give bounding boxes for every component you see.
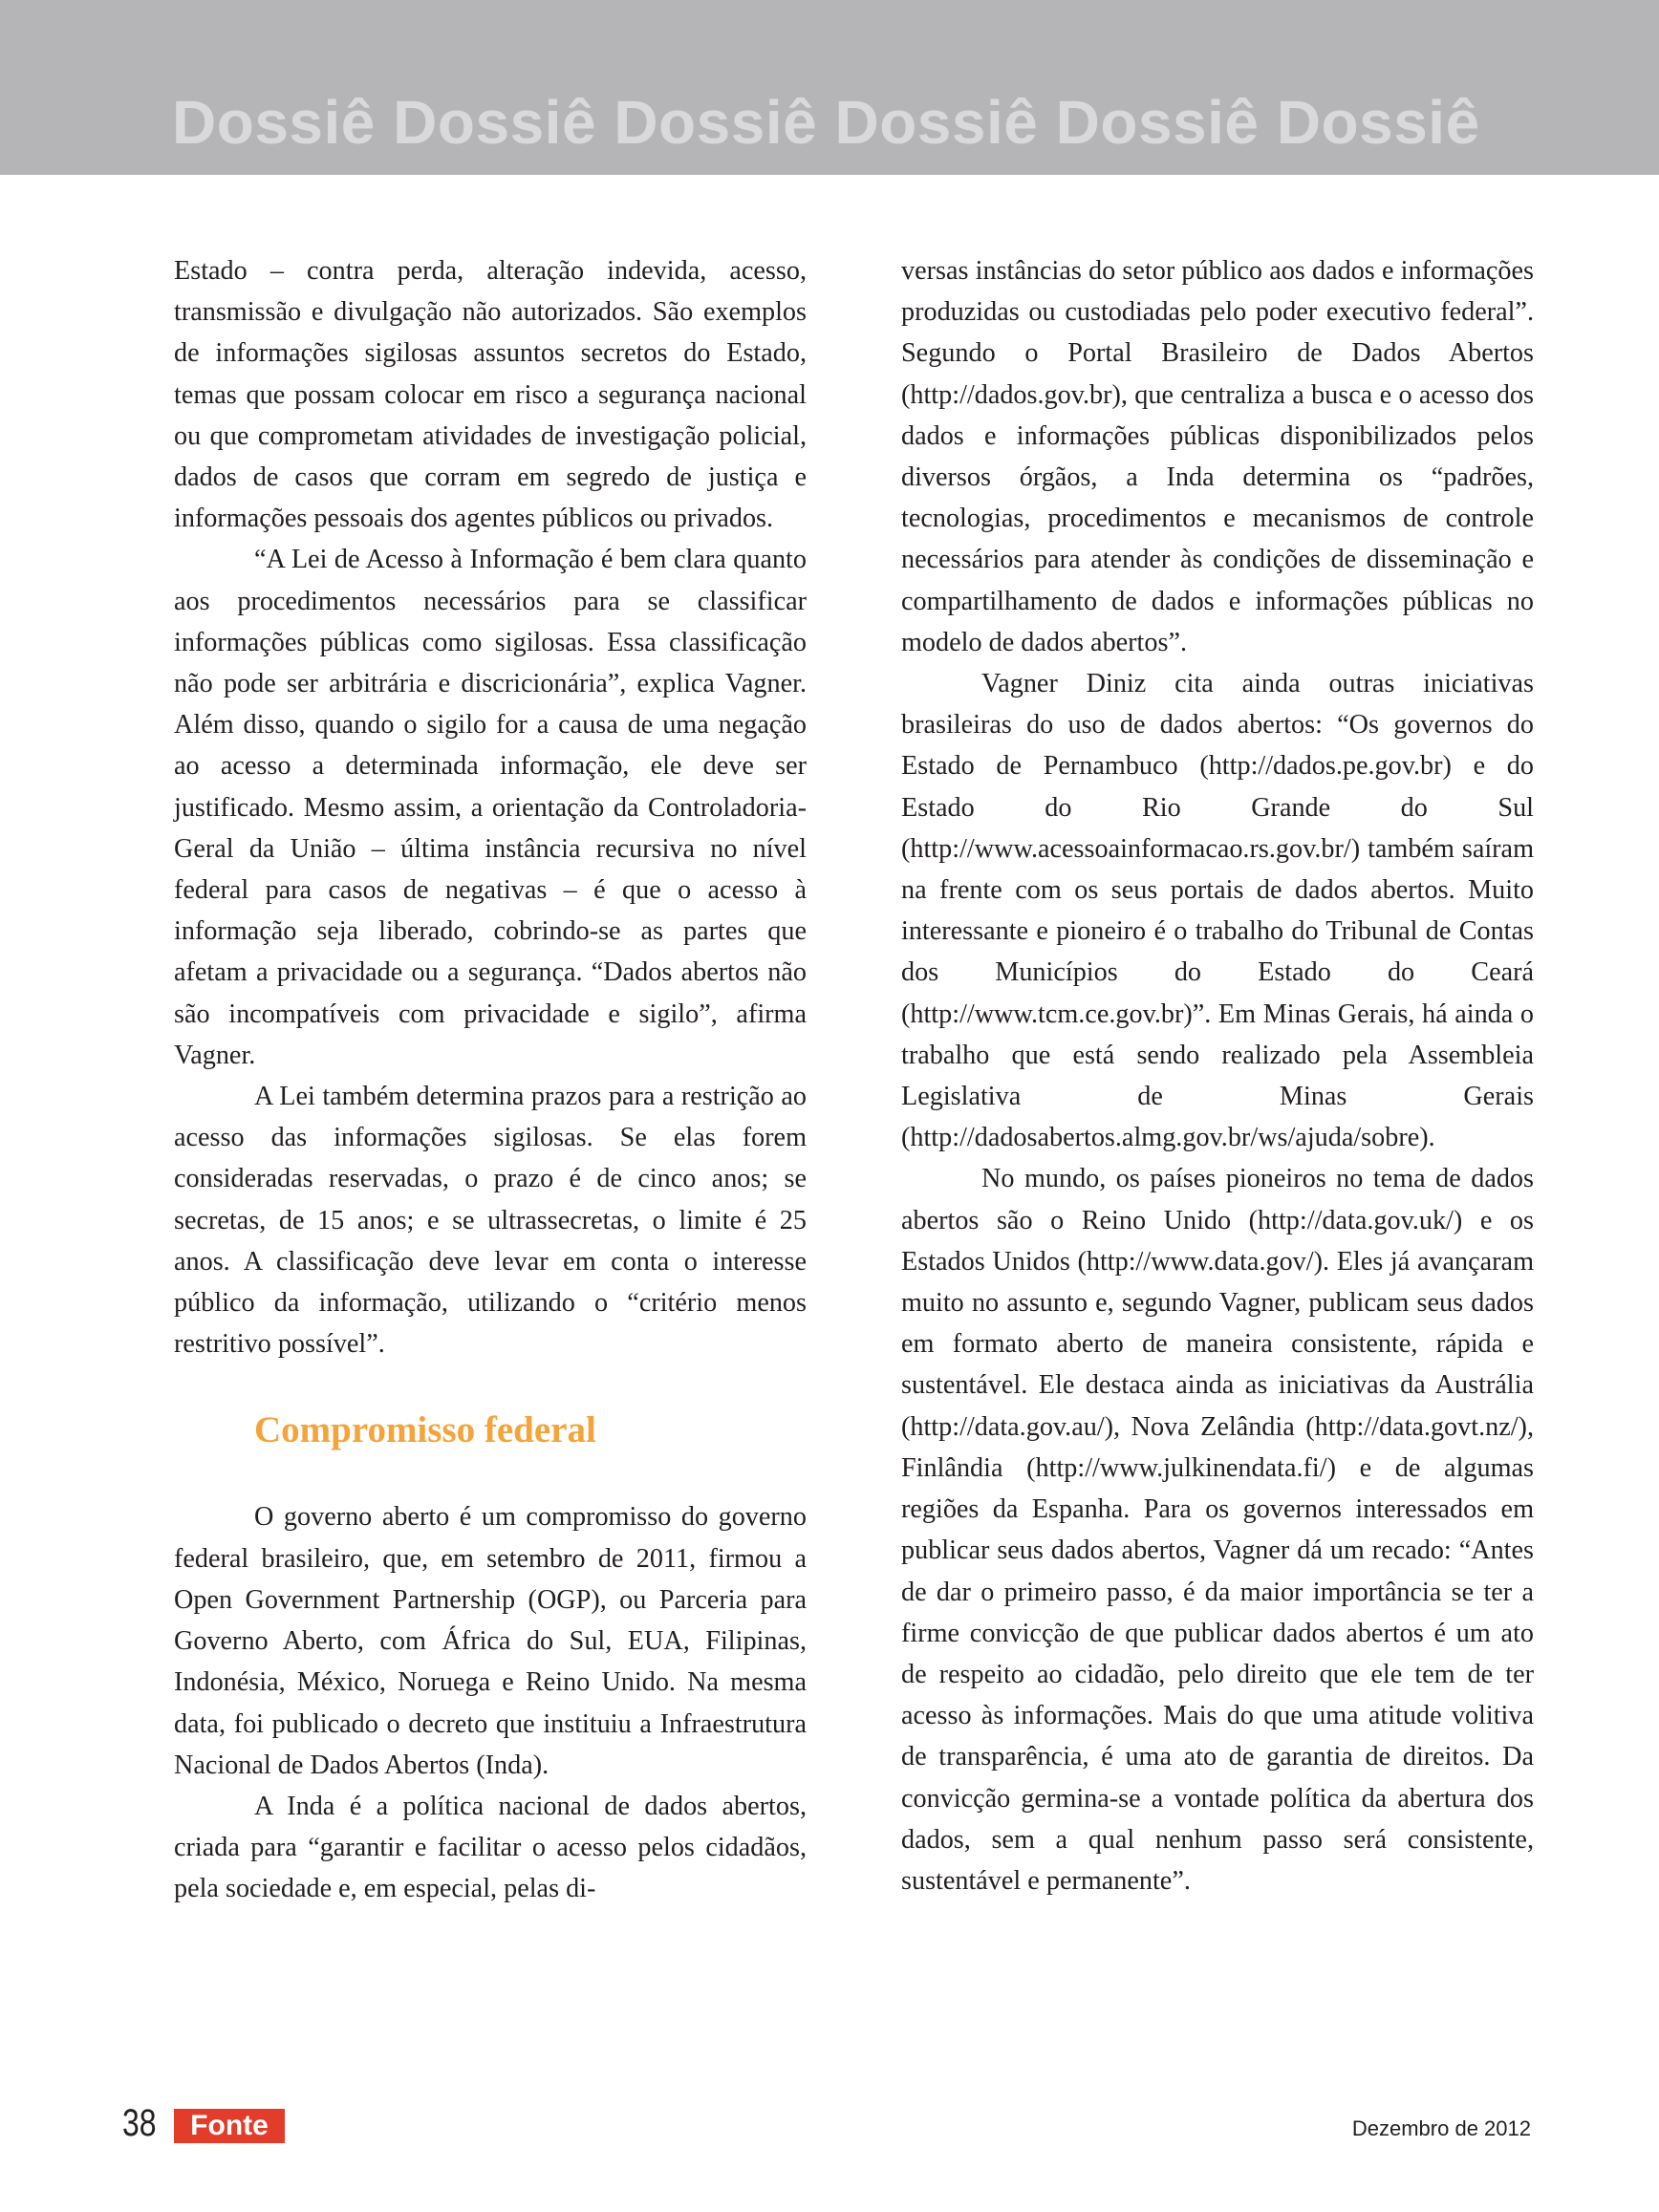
magazine-logo: Fonte xyxy=(174,2109,285,2143)
body-paragraph: A Inda é a política nacional de dados abertos, criada para “garantir e facilitar o acesso pelos cidadãos, pela sociedade e, em especial, pelas di- xyxy=(174,1791,807,1904)
section-banner xyxy=(0,0,1659,175)
body-paragraph: A Lei também determina prazos para a restrição ao acesso das informações sigilosas. Se elas forem consideradas reservadas, o prazo é de cinco anos; se secretas, de 15 anos; e se ultrassecretas, o limite é 25 anos. A classificação deve levar em conta o interesse público da informação, utilizando o “critério menos restritivo possível”. xyxy=(174,1082,807,1360)
issue-date: Dezembro de 2012 xyxy=(1351,2116,1531,2140)
left-column xyxy=(174,250,807,1910)
body-paragraph: Vagner Diniz cita ainda outras iniciativas brasileiras do uso de dados abertos: “Os governos do Estado de Pernambuco (http://dados.pe.gov.br) e do Estado do Rio Grande do Sul (http://www.acessoainformacao.rs.gov.br/) também saíram na frente com os seus portais de dados abertos. Muito interessante e pioneiro é o trabalho do Tribunal de Contas dos Municípios do Estado do Ceará (http://www.tcm.ce.gov.br)”. Em Minas Gerais, há ainda o trabalho que está sendo realizado pela Assembleia Legislativa de Minas Gerais (http://dadosabertos.almg.gov.br/ws/ajuda/sobre). xyxy=(901,669,1534,1153)
banner-title: Dossiê Dossiê Dossiê Dossiê Dossiê Dossiê xyxy=(172,88,1480,157)
page-number: 38 xyxy=(122,2102,157,2144)
body-paragraph: “A Lei de Acesso à Informação é bem clara quanto aos procedimentos necessários para se classificar informações públicas como sigilosas. Essa classificação não pode ser arbitrária e discricionária”, explica Vagner. Além disso, quando o sigilo for a causa de uma negação ao acesso a determinada informação, ele deve ser justificado. Mesmo assim, a orientação da Controladoria-Geral da União – última instância recursiva no nível federal para casos de negativas – é que o acesso à informação seja liberado, cobrindo-se as partes que afetam a privacidade ou a segurança. “Dados abertos não são incompatíveis com privacidade e sigilo”, afirma Vagner. xyxy=(174,545,807,1070)
body-paragraph: O governo aberto é um compromisso do governo federal brasileiro, que, em setembro de 2011, firmou a Open Government Partnership (OGP), ou Parceria para Governo Aberto, com África do Sul, EUA, Filipinas, Indonésia, México, Noruega e Reino Unido. Na mesma data, foi publicado o decreto que instituiu a Infraestrutura Nacional de Dados Abertos (Inda). xyxy=(174,1502,807,1780)
body-paragraph: Estado – contra perda, alteração indevida, acesso, transmissão e divulgação não autorizados. São exemplos de informações sigilosas assuntos secretos do Estado, temas que possam colocar em risco a segurança nacional ou que comprometam atividades de investigação policial, dados de casos que corram em segredo de justiça e informações pessoais dos agentes públicos ou privados. xyxy=(174,256,807,534)
right-column xyxy=(901,250,1534,1901)
section-heading: Compromisso federal xyxy=(254,1409,596,1451)
body-paragraph: versas instâncias do setor público aos dados e informações produzidas ou custodiadas pelo poder executivo federal”. Segundo o Portal Brasileiro de Dados Abertos (http://dados.gov.br), que centraliza a busca e o acesso dos dados e informações públicas disponibilizados pelos diversos órgãos, a Inda determina os “padrões, tecnologias, procedimentos e mecanismos de controle necessários para atender às condições de disseminação e compartilhamento de dados e informações públicas no modelo de dados abertos”. xyxy=(901,256,1534,657)
body-paragraph: No mundo, os países pioneiros no tema de dados abertos são o Reino Unido (http://data.gov.uk/) e os Estados Unidos (http://www.data.gov/). Eles já avançaram muito no assunto e, segundo Vagner, publicam seus dados em formato aberto de maneira consistente, rápida e sustentável. Ele destaca ainda as iniciativas da Austrália (http://data.gov.au/), Nova Zelândia (http://data.govt.nz/), Finlândia (http://www.julkinendata.fi/) e de algumas regiões da Espanha. Para os governos interessados em publicar seus dados abertos, Vagner dá um recado: “Antes de dar o primeiro passo, é da maior importância se ter a firme convicção de que publicar dados abertos é um ato de respeito ao cidadão, pelo direito que ele tem de ter acesso às informações. Mais do que uma atitude volitiva de transparência, é uma ato de garantia de direitos. Da convicção germina-se a vontade política da abertura dos dados, sem a qual nenhum passo será consistente, sustentável e permanente”. xyxy=(901,1164,1534,1896)
